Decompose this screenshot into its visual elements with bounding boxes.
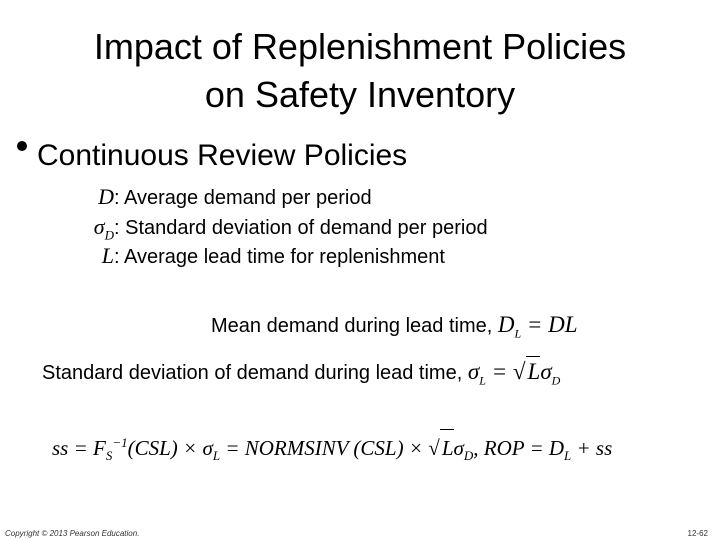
std-dev-formula: $\sigma_L = √L\sigma_D$ — [468, 359, 561, 384]
definition-text: : Average lead time for replenishment — [114, 246, 445, 268]
mean-demand-label: Mean demand during lead time, — [211, 315, 493, 337]
bullet-dot-icon — [17, 141, 27, 151]
definition-text: : Average demand per period — [114, 187, 372, 209]
definition-symbol: L — [101, 243, 114, 268]
page-number: 12-62 — [687, 529, 708, 538]
bullet-continuous-review — [17, 138, 407, 174]
mean-demand-formula: $D_L$ = DL — [497, 312, 578, 341]
slide-title-line-2: on Safety Inventory — [204, 74, 516, 115]
definition-symbol: $\sigma_D$ — [93, 214, 114, 243]
sqrt-icon: √ — [512, 359, 526, 384]
bullet-text: Continuous Review Policies — [37, 139, 408, 172]
safety-stock-formula: ss = $F_S^{-1}(CSL) \times \sigma_L$ = NORMSINV $(CSL) \times √L\sigma_D$, ROP = $D_L$ + ss — [52, 425, 612, 474]
sqrt-icon: √ — [428, 436, 440, 460]
definition-symbol: D — [98, 184, 114, 209]
definition-text: : Standard deviation of demand per period — [114, 217, 488, 239]
mean-demand-equation — [211, 310, 578, 349]
copyright-notice: Copyright © 2013 Pearson Education. — [5, 529, 140, 538]
slide-title-line-1: Impact of Replenishment Policies — [93, 26, 627, 67]
definition-lead-time — [62, 241, 445, 279]
std-dev-equation — [42, 356, 560, 396]
std-dev-label: Standard deviation of demand during lead time, — [42, 362, 463, 384]
